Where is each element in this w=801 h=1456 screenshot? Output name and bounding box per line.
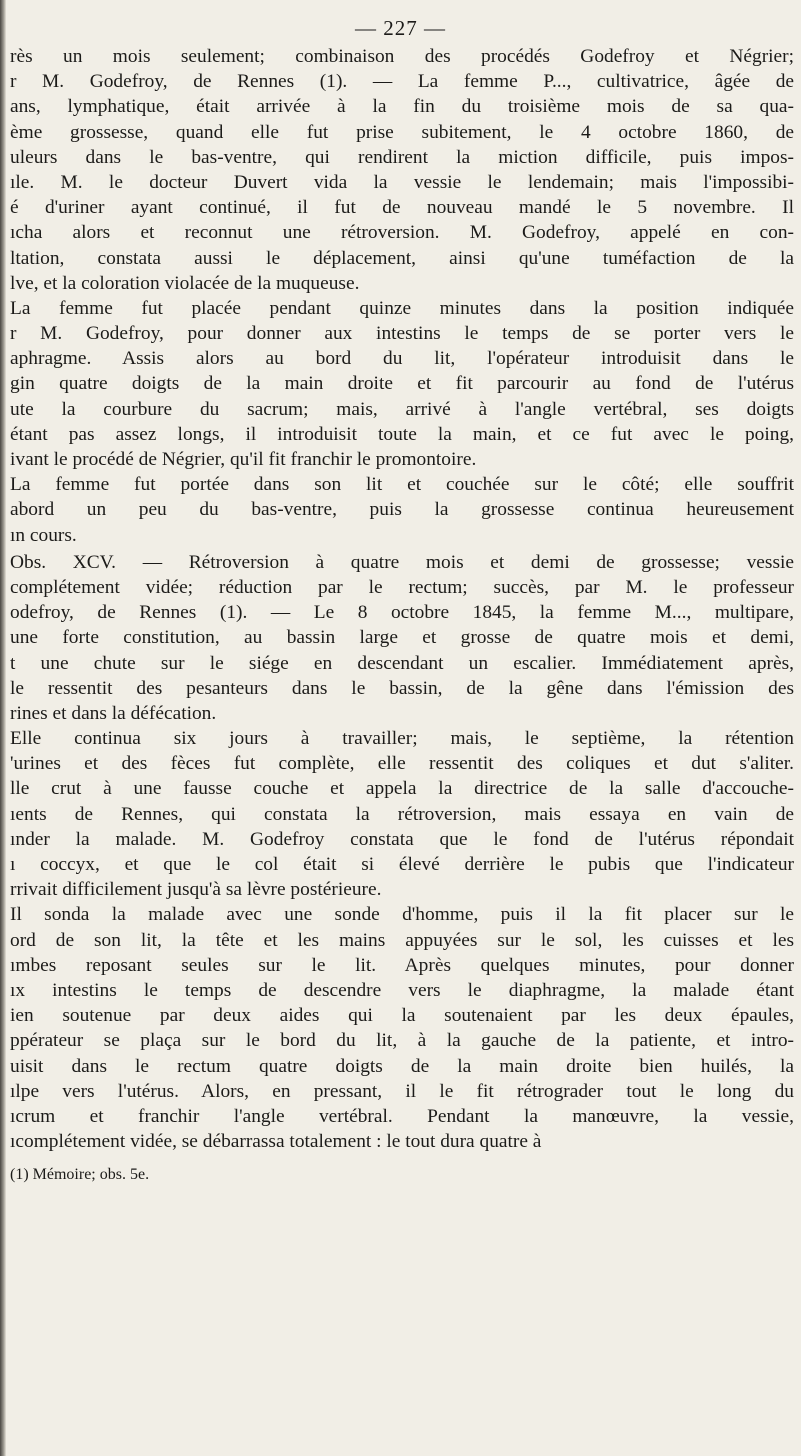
text-line: ıents de Rennes, qui constata la rétroversion, mais essaya en vain de: [10, 803, 794, 825]
text-line: ute la courbure du sacrum; mais, arrivé à l'angle vertébral, ses doigts: [10, 398, 794, 420]
text-line: La femme fut portée dans son lit et couchée sur le côté; elle souffrit: [10, 474, 794, 496]
text-line: La femme fut placée pendant quinze minutes dans la position indiquée: [10, 297, 794, 319]
text-line: ien soutenue par deux aides qui la soutenaient par les deux épaules,: [10, 1005, 794, 1027]
text-line: uleurs dans le bas-ventre, qui rendirent la miction difficile, puis impos-: [10, 146, 794, 168]
text-line: ı coccyx, et que le col était si élevé derrière le pubis que l'indicateur: [10, 854, 794, 875]
text-line: gin quatre doigts de la main droite et fit parcourir au fond de l'utérus: [10, 373, 794, 395]
text-line: étant pas assez longs, il introduisit toute la main, et ce fut avec le poing,: [10, 423, 794, 445]
text-line: ord de son lit, la tête et les mains appuyées sur le sol, les cuisses et les: [10, 929, 794, 951]
text-line: lle crut à une fausse couche et appela la directrice de la salle d'accouche-: [10, 778, 794, 800]
text-line: Elle continua six jours à travailler; mais, le septième, la rétention: [10, 728, 794, 750]
text-line: ème grossesse, quand elle fut prise subitement, le 4 octobre 1860, de: [10, 121, 794, 143]
page-binding-edge: [0, 0, 6, 1456]
text-line: le ressentit des pesanteurs dans le bassin, de la gêne dans l'émission des: [10, 677, 794, 699]
text-line: Obs. XCV. — Rétroversion à quatre mois et demi de grossesse; vessie: [10, 551, 794, 573]
text-line: ıcomplétement vidée, se débarrassa totalement : le tout dura quatre à: [10, 1131, 542, 1153]
text-line: Il sonda la malade avec une sonde d'homme, puis il la fit placer sur le: [10, 904, 794, 926]
text-line: 'urines et des fèces fut complète, elle ressentit des coliques et dut s'aliter.: [10, 753, 794, 775]
text-line: ppérateur se plaça sur le bord du lit, à la gauche de la patiente, et intro-: [10, 1030, 794, 1052]
text-line: odefroy, de Rennes (1). — Le 8 octobre 1845, la femme M..., multipare,: [10, 602, 794, 624]
body-text: [10, 44, 794, 1186]
text-line: rès un mois seulement; combinaison des procédés Godefroy et Négrier;: [10, 46, 794, 67]
text-line: r M. Godefroy, de Rennes (1). — La femme P..., cultivatrice, âgée de: [10, 71, 794, 93]
text-line: ınder la malade. M. Godefroy constata que le fond de l'utérus répondait: [10, 828, 794, 850]
text-line: ıle. M. le docteur Duvert vida la vessie le lendemain; mais l'impossibi-: [10, 171, 794, 193]
text-line: uisit dans le rectum quatre doigts de la main droite bien huilés, la: [10, 1055, 794, 1077]
text-line: ıx intestins le temps de descendre vers le diaphragme, la malade étant: [10, 979, 794, 1001]
text-line: ltation, constata aussi le déplacement, ainsi qu'une tuméfaction de la: [10, 247, 794, 269]
footnote: (1) Mémoire; obs. 5e.: [10, 1166, 150, 1184]
text-line: lve, et la coloration violacée de la muqueuse.: [10, 272, 360, 294]
text-line: r M. Godefroy, pour donner aux intestins le temps de se porter vers le: [10, 323, 794, 345]
text-line: abord un peu du bas-ventre, puis la grossesse continua heureusement: [10, 499, 794, 521]
text-line: complétement vidée; réduction par le rectum; succès, par M. le professeur: [10, 576, 794, 598]
text-line: t une chute sur le siége en descendant un escalier. Immédiatement après,: [10, 652, 794, 674]
text-line: ımbes reposant seules sur le lit. Après quelques minutes, pour donner: [10, 954, 794, 976]
text-line: une forte constitution, au bassin large et grosse de quatre mois et demi,: [10, 627, 794, 649]
page-number: — 227 —: [355, 16, 446, 40]
text-line: ivant le procédé de Négrier, qu'il fit franchir le promontoire.: [10, 449, 477, 470]
text-line: ıcrum et franchir l'angle vertébral. Pendant la manœuvre, la vessie,: [10, 1105, 794, 1127]
text-line: ın cours.: [10, 524, 77, 546]
text-line: é d'uriner ayant continué, il fut de nouveau mandé le 5 novembre. Il: [10, 197, 794, 219]
text-line: ans, lymphatique, était arrivée à la fin du troisième mois de sa qua-: [10, 96, 794, 118]
text-line: rines et dans la défécation.: [10, 702, 217, 724]
text-line: ılpe vers l'utérus. Alors, en pressant, il le fit rétrograder tout le long du: [10, 1080, 794, 1102]
text-line: aphragme. Assis alors au bord du lit, l'opérateur introduisit dans le: [10, 348, 794, 370]
text-line: rrivait difficilement jusqu'à sa lèvre postérieure.: [10, 879, 382, 901]
text-line: ıcha alors et reconnut une rétroversion. M. Godefroy, appelé en con-: [10, 222, 794, 244]
